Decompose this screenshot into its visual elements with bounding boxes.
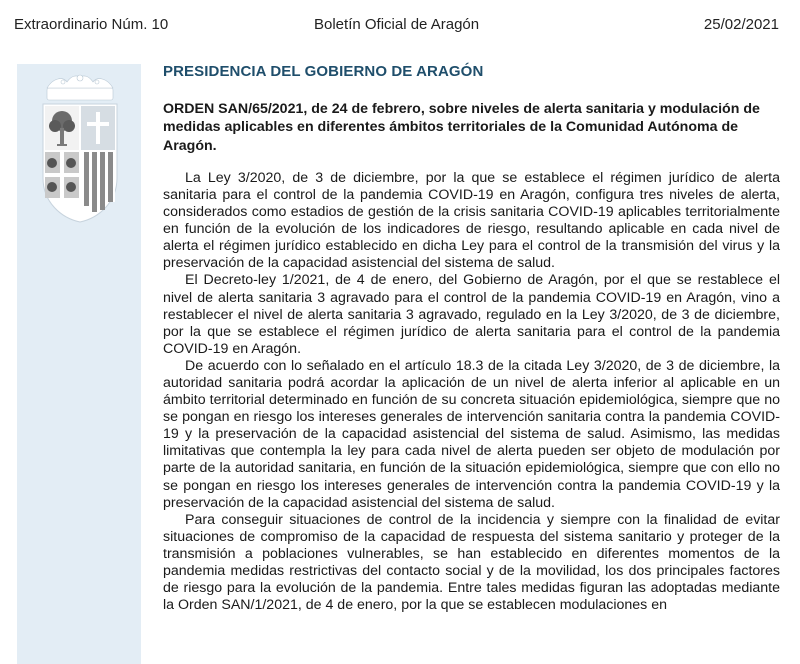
order-title: ORDEN SAN/65/2021, de 24 de febrero, sobre niveles de alerta sanitaria y modulación de medidas aplicables en diferentes ámbitos territoriales de la Comunidad Autónoma de Aragón. [163,101,760,154]
paragraph-3: De acuerdo con lo señalado en el artículo 18.3 de la citada Ley 3/2020, de 3 de diciembre, la autoridad sanitaria podrá acordar la aplicación de un nivel de alerta inferior al aplicable en un ámbito territorial determinado en función de su concreta situación epidemiológica, siempre que no se pongan en riesgo los intereses generales de intervención sanitaria contra la pandemia COVID-19 y la preservación de la capacidad asistencial del sistema de salud. Asimismo, las medidas limitativas que contempla la ley para cada nivel de alerta pueden ser objeto de modulación por parte de la autoridad sanitaria, en función de la situación epidemiológica, siempre que con ello no se pongan en riesgo los intereses generales de intervención contra la pandemia COVID-19 y la preservación de la capacidad asistencial del sistema de salud. [163,357,780,511]
publication-name: Boletín Oficial de Aragón [314,16,480,33]
paragraph-2: El Decreto-ley 1/2021, de 4 de enero, del Gobierno de Aragón, por el que se restablece el nivel de alerta sanitaria 3 agravado para el control de la pandemia COVID-19 en Aragón, vino a restablecer el nivel de alerta sanitaria 3 agravado, regulado en la Ley 3/2020, de 3 de diciembre, por la que se establece el régimen jurídico de alerta sanitaria para el control de la pandemia COVID-19 en Aragón. [163,272,780,357]
publication-date: 25/02/2021 [703,16,779,33]
paragraph-1: La Ley 3/2020, de 3 de diciembre, por la que se establece el régimen jurídico de alerta sanitaria para el control de la pandemia COVID-19 en Aragón, configura tres niveles de alerta, considerados como estadios de gestión de la crisis sanitaria COVID-19 aplicables territorialmente en función de la evolución de los indicadores de riesgo, resultando aplicable en cada nivel de alerta el régimen jurídico establecido en dicha Ley para el control de la transmisión del virus y la preservación de la capacidad asistencial del sistema de salud. [163,169,780,272]
paragraph-4: Para conseguir situaciones de control de la incidencia y siempre con la finalidad de evitar situaciones de compromiso de la capacidad de respuesta del sistema sanitario y proteger de la transmisión a poblaciones vulnerables, se han establecido en diferentes momentos de la pandemia medidas restrictivas del contacto social y de la movilidad, los dos principales factores de riesgo para la evolución de la pandemia. Entre tales medidas figuran las adoptadas mediante la Orden SAN/1/2021, de 4 de enero, por la que se establecen modulaciones en [163,511,780,614]
page-header [0,16,800,38]
sidebar [17,64,141,664]
coat-of-arms-icon [39,74,121,224]
document-body [163,62,780,614]
issue-number: Extraordinario Núm. 10 [14,16,169,33]
section-heading: PRESIDENCIA DEL GOBIERNO DE ARAGÓN [163,63,484,80]
